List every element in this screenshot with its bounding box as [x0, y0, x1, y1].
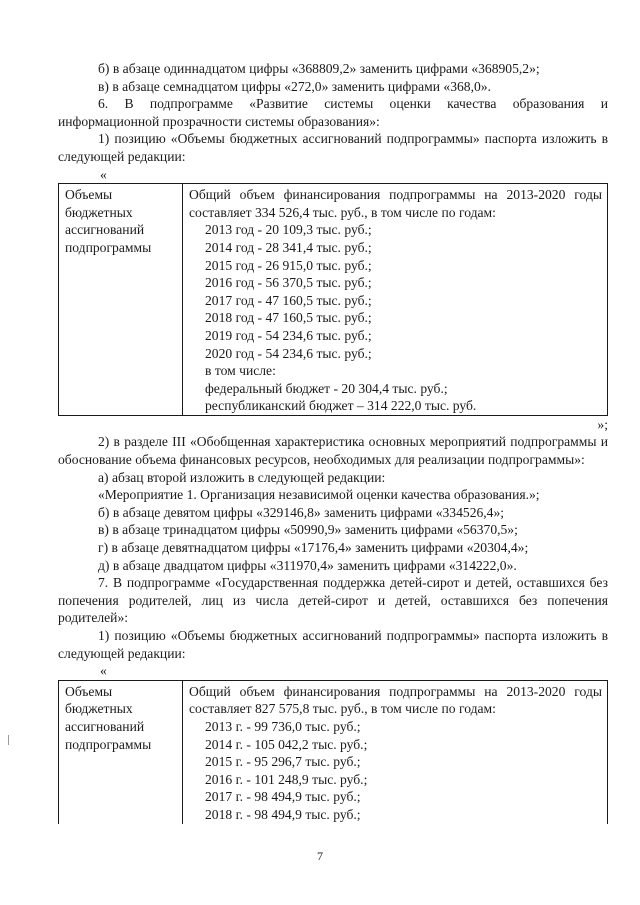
year-line: 2014 г. - 105 042,2 тыс. руб.; [205, 736, 368, 752]
year-line: 2019 год - 54 234,6 тыс. руб.; [205, 327, 372, 343]
section-6-heading: 6. В подпрограмме «Развитие системы оценки качества образования и информационной прозрачности системы образования»: [58, 96, 608, 129]
item-2-line-b: б) в абзаце девятом цифры «329146,8» заменить цифрами «334526,4»; [98, 504, 505, 520]
passport-table-1 [58, 183, 608, 416]
section-6-item-2-heading: 2) в разделе III «Обобщенная характеристика основных мероприятий подпрограммы и обоснование объема финансовых ресурсов, необходимых для реализации подпрограммы»: [58, 434, 608, 468]
table-row [59, 184, 608, 416]
section-7-heading: 7. В подпрограмме «Государственная поддержка детей-сирот и детей, оставшихся без попечения родителей, лиц из числа детей-сирот и детей, оставшихся без попечения родителей»: [58, 575, 608, 626]
year-line: 2014 год - 28 341,4 тыс. руб.; [205, 239, 372, 255]
table-2-label-cell [59, 680, 183, 823]
item-2-line-g: г) в абзаце девятнадцатом цифры «17176,4» заменить цифрами «20304,4»; [98, 540, 529, 556]
margin-scan-mark [8, 735, 9, 745]
funding-summary: Общий объем финансирования подпрограммы на 2013-2020 годы составляет 334 526,4 тыс. руб., в том числе по годам: [189, 187, 602, 220]
year-line: 2017 год - 47 160,5 тыс. руб.; [205, 292, 372, 308]
opening-quote-2: « [100, 663, 107, 679]
year-line: 2016 год - 56 370,5 тыс. руб.; [205, 275, 372, 291]
closing-quote: »; [597, 416, 608, 432]
year-line: в том числе: [205, 363, 276, 379]
label-line: подпрограммы [65, 736, 152, 752]
page-number: 7 [317, 849, 323, 863]
year-line: 2017 г. - 98 494,9 тыс. руб.; [205, 789, 361, 805]
section-6-item-1: 1) позицию «Объемы бюджетных ассигнований подпрограммы» паспорта изложить в следующей редакции: [58, 131, 608, 164]
year-line: 2013 год - 20 109,3 тыс. руб.; [205, 222, 372, 238]
label-line: ассигнований [65, 718, 145, 734]
item-2-line-quote: «Мероприятие 1. Организация независимой оценки качества образования.»; [98, 487, 540, 503]
item-2-line-a: а) абзац второй изложить в следующей редакции: [98, 469, 386, 485]
item-2-line-d: д) в абзаце двадцатом цифры «311970,4» заменить цифрами «314222,0». [98, 557, 517, 573]
year-line: 2013 г. - 99 736,0 тыс. руб.; [205, 718, 361, 734]
table-row [59, 680, 608, 823]
table-1-label-cell [59, 184, 183, 416]
passport-table-2 [58, 680, 608, 824]
item-2-line-v: в) в абзаце тринадцатом цифры «50990,9» заменить цифрами «56370,5»; [98, 522, 518, 538]
year-line: республиканский бюджет – 314 222,0 тыс. руб. [205, 398, 477, 414]
year-line: 2015 г. - 95 296,7 тыс. руб.; [205, 754, 361, 770]
year-line: 2020 год - 54 234,6 тыс. руб.; [205, 345, 372, 361]
opening-quote: « [100, 166, 107, 182]
label-line: бюджетных [65, 701, 133, 717]
label-line: подпрограммы [65, 239, 152, 255]
label-line: Объемы [65, 187, 113, 203]
year-line: федеральный бюджет - 20 304,4 тыс. руб.; [205, 380, 448, 396]
label-line: ассигнований [65, 222, 145, 238]
table-1-value-cell [183, 184, 608, 416]
label-line: бюджетных [65, 204, 133, 220]
year-line: 2018 г. - 98 494,9 тыс. руб.; [205, 806, 361, 822]
table-2-value-cell [183, 680, 608, 823]
amendment-b-line: б) в абзаце одиннадцатом цифры «368809,2» заменить цифрами «368905,2»; [98, 61, 540, 76]
amendment-v-line: в) в абзаце семнадцатом цифры «272,0» заменить цифрами «368,0». [98, 78, 491, 94]
year-line: 2016 г. - 101 248,9 тыс. руб.; [205, 771, 368, 787]
year-line: 2018 год - 47 160,5 тыс. руб.; [205, 310, 372, 326]
section-7-item-1: 1) позицию «Объемы бюджетных ассигнований подпрограммы» паспорта изложить в следующей редакции: [58, 628, 608, 661]
label-line: Объемы [65, 683, 113, 699]
funding-summary: Общий объем финансирования подпрограммы на 2013-2020 годы составляет 827 575,8 тыс. руб., в том числе по годам: [189, 683, 602, 717]
year-line: 2015 год - 26 915,0 тыс. руб.; [205, 257, 372, 273]
